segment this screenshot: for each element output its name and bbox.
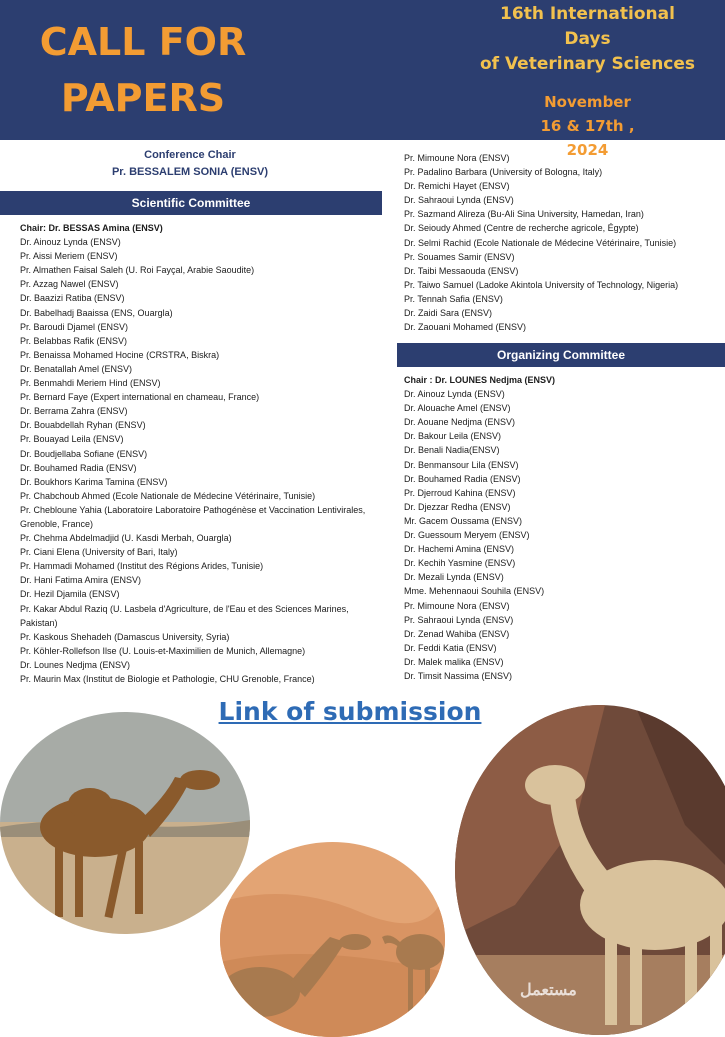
- organizing-member: Mr. Gacem Oussama (ENSV): [404, 515, 523, 526]
- organizing-member: Pr. Sahraoui Lynda (ENSV): [404, 614, 514, 625]
- committee-member: Pr. Hammadi Mohamed (Institut des Régions Arides, Tunisie): [20, 561, 264, 572]
- committee-member: Dr. Boukhors Karima Tamina (ENSV): [20, 476, 168, 487]
- committee-member: Dr. Baazizi Ratiba (ENSV): [20, 293, 125, 304]
- committee-member: Pr. Maurin Max (Institut de Biologie et Pathologie, CHU Grenoble, France): [20, 674, 315, 684]
- committee-member: Dr. Zaouani Mohamed (ENSV): [404, 322, 527, 333]
- scientific-committee-chair: Chair: Dr. BESSAS Amina (ENSV): [20, 223, 163, 233]
- committee-member: Dr. Ainouz Lynda (ENSV): [20, 237, 121, 248]
- committee-member: Pr. Chabchoub Ahmed (Ecole Nationale de Médecine Vétérinaire, Tunisie): [20, 490, 316, 501]
- committee-member: Pr. Baroudi Djamel (ENSV): [20, 321, 129, 332]
- organizing-committee-chair: Chair : Dr. LOUNES Nedjma (ENSV): [404, 375, 556, 385]
- organizing-member: Dr. Benali Nadia(ENSV): [404, 445, 500, 456]
- committee-member: Dr. Sahraoui Lynda (ENSV): [404, 195, 514, 206]
- call-for-papers-title: [28, 14, 258, 126]
- committee-member: Pr. Köhler-Rollefson Ilse (U. Louis-et-Maximilien de Munich, Allemagne): [20, 645, 306, 656]
- date-line2: 16 & 17th , 2024: [540, 117, 635, 159]
- committee-member: Dr. Bouabdellah Ryhan (ENSV): [20, 420, 146, 431]
- committee-member: Pr. Padalino Barbara (University of Bologna, Italy): [404, 167, 603, 178]
- conference-chair: [60, 147, 320, 181]
- organizing-member: Dr. Hachemi Amina (ENSV): [404, 544, 515, 555]
- organizing-member: Dr. Feddi Katia (ENSV): [404, 642, 497, 653]
- committee-member: Pr. Kaskous Shehadeh (Damascus University, Syria): [20, 631, 230, 642]
- committee-member: Dr. Hani Fatima Amira (ENSV): [20, 575, 142, 586]
- committee-member: Pr. Bernard Faye (Expert international en chameau, France): [20, 392, 260, 403]
- organizing-member: Dr. Ainouz Lynda (ENSV): [404, 389, 505, 400]
- committee-member: Dr. Berrama Zahra (ENSV): [20, 406, 128, 417]
- committee-member: Dr. Hezil Djamila (ENSV): [20, 589, 120, 600]
- event-line3: of Veterinary Sciences: [479, 54, 696, 74]
- cfp-line1: CALL FOR: [39, 20, 247, 64]
- camel-photo-center: [220, 842, 445, 1037]
- conference-chair-heading: Conference Chair: [144, 149, 236, 161]
- organizing-committee-title: Organizing Committee: [496, 348, 625, 362]
- committee-member: Pr. Chebloune Yahia (Laboratoire Laboratoire Pathogénèse et Vaccination Lentivirales, Grenoble, France): [20, 504, 366, 529]
- organizing-member: Mme. Mehennaoui Souhila (ENSV): [404, 586, 545, 597]
- organizing-member: Dr. Timsit Nassima (ENSV): [404, 670, 513, 681]
- committee-member: Pr. Azzag Nawel (ENSV): [20, 279, 119, 290]
- committee-member: Dr. Lounes Nedjma (ENSV): [20, 659, 131, 670]
- organizing-committee-band: [397, 343, 725, 367]
- organizing-member: Pr. Djerroud Kahina (ENSV): [404, 487, 516, 498]
- camel-photo-right: [455, 705, 725, 1035]
- organizing-member: Dr. Guessoum Meryem (ENSV): [404, 530, 530, 541]
- committee-member: Pr. Almathen Faisal Saleh (U. Roi Fayçal, Arabie Saoudite): [20, 265, 255, 276]
- committee-member: Pr. Souames Samir (ENSV): [404, 251, 515, 262]
- cfp-line2: PAPERS: [60, 76, 226, 120]
- committee-member: Dr. Babelhadj Baaissa (ENS, Ouargla): [20, 307, 173, 318]
- organizing-member: Dr. Bakour Leila (ENSV): [404, 431, 502, 442]
- committee-member: Dr. Bouhamed Radia (ENSV): [20, 462, 137, 473]
- committee-member: Pr. Tennah Safia (ENSV): [404, 293, 503, 304]
- organizing-member: Pr. Mimoune Nora (ENSV): [404, 600, 510, 611]
- watermark-text: مستعمل: [520, 982, 577, 999]
- scientific-committee-band: [0, 191, 382, 215]
- committee-member: Pr. Kakar Abdul Raziq (U. Lasbela d'Agriculture, de l'Eau et des Sciences Marines, Pakistan): [20, 603, 349, 628]
- date-line1: November: [544, 93, 631, 111]
- scientific-committee-list: [20, 221, 382, 686]
- organizing-member: Dr. Benmansour Lila (ENSV): [404, 459, 519, 470]
- committee-member: Dr. Zaidi Sara (ENSV): [404, 308, 493, 319]
- organizing-member: Dr. Alouache Amel (ENSV): [404, 403, 511, 414]
- committee-member: Pr. Mimoune Nora (ENSV): [404, 153, 510, 163]
- committee-member: Pr. Belabbas Rafik (ENSV): [20, 335, 128, 346]
- organizing-member: Dr. Zenad Wahiba (ENSV): [404, 628, 510, 639]
- event-line1: 16th International: [500, 4, 675, 24]
- scientific-committee-title: Scientific Committee: [131, 196, 251, 210]
- committee-member: Dr. Taibi Messaouda (ENSV): [404, 265, 519, 276]
- organizing-member: Dr. Mezali Lynda (ENSV): [404, 572, 504, 583]
- organizing-member: Dr. Malek malika (ENSV): [404, 656, 504, 667]
- event-title: [470, 2, 705, 77]
- committee-member: Pr. Sazmand Alireza (Bu-Ali Sina University, Hamedan, Iran): [404, 209, 644, 220]
- committee-member: Pr. Ciani Elena (University of Bari, Italy): [20, 547, 178, 558]
- organizing-member: Dr. Aouane Nedjma (ENSV): [404, 417, 516, 428]
- organizing-member: Dr. Djezzar Redha (ENSV): [404, 501, 511, 512]
- committee-member: Dr. Seioudy Ahmed (Centre de recherche agricole, Égypte): [404, 223, 639, 234]
- committee-member: Pr. Aissi Meriem (ENSV): [20, 251, 118, 262]
- committee-member: Dr. Selmi Rachid (Ecole Nationale de Médecine Vétérinaire, Tunisie): [404, 237, 677, 248]
- camel-photo-left: [0, 712, 250, 934]
- event-line2: Days: [564, 29, 611, 49]
- committee-member: Pr. Taiwo Samuel (Ladoke Akintola University of Technology, Nigeria): [404, 279, 679, 290]
- committee-member: Dr. Benatallah Amel (ENSV): [20, 363, 133, 374]
- committee-member: Pr. Benmahdi Meriem Hind (ENSV): [20, 378, 161, 389]
- organizing-member: Dr. Kechih Yasmine (ENSV): [404, 558, 516, 569]
- organizing-committee-list: [404, 373, 724, 683]
- submission-link[interactable]: Link of submission: [218, 697, 482, 726]
- committee-member: Dr. Boudjellaba Sofiane (ENSV): [20, 448, 148, 459]
- organizing-member: Dr. Bouhamed Radia (ENSV): [404, 473, 521, 484]
- scientific-committee-list-continued: [404, 151, 724, 334]
- committee-member: Pr. Bouayad Leila (ENSV): [20, 434, 124, 445]
- conference-chair-name: Pr. BESSALEM SONIA (ENSV): [111, 166, 269, 178]
- committee-member: Pr. Chehma Abdelmadjid (U. Kasdi Merbah, Ouargla): [20, 533, 232, 544]
- committee-member: Pr. Benaissa Mohamed Hocine (CRSTRA, Biskra): [20, 349, 220, 360]
- committee-member: Dr. Remichi Hayet (ENSV): [404, 181, 510, 192]
